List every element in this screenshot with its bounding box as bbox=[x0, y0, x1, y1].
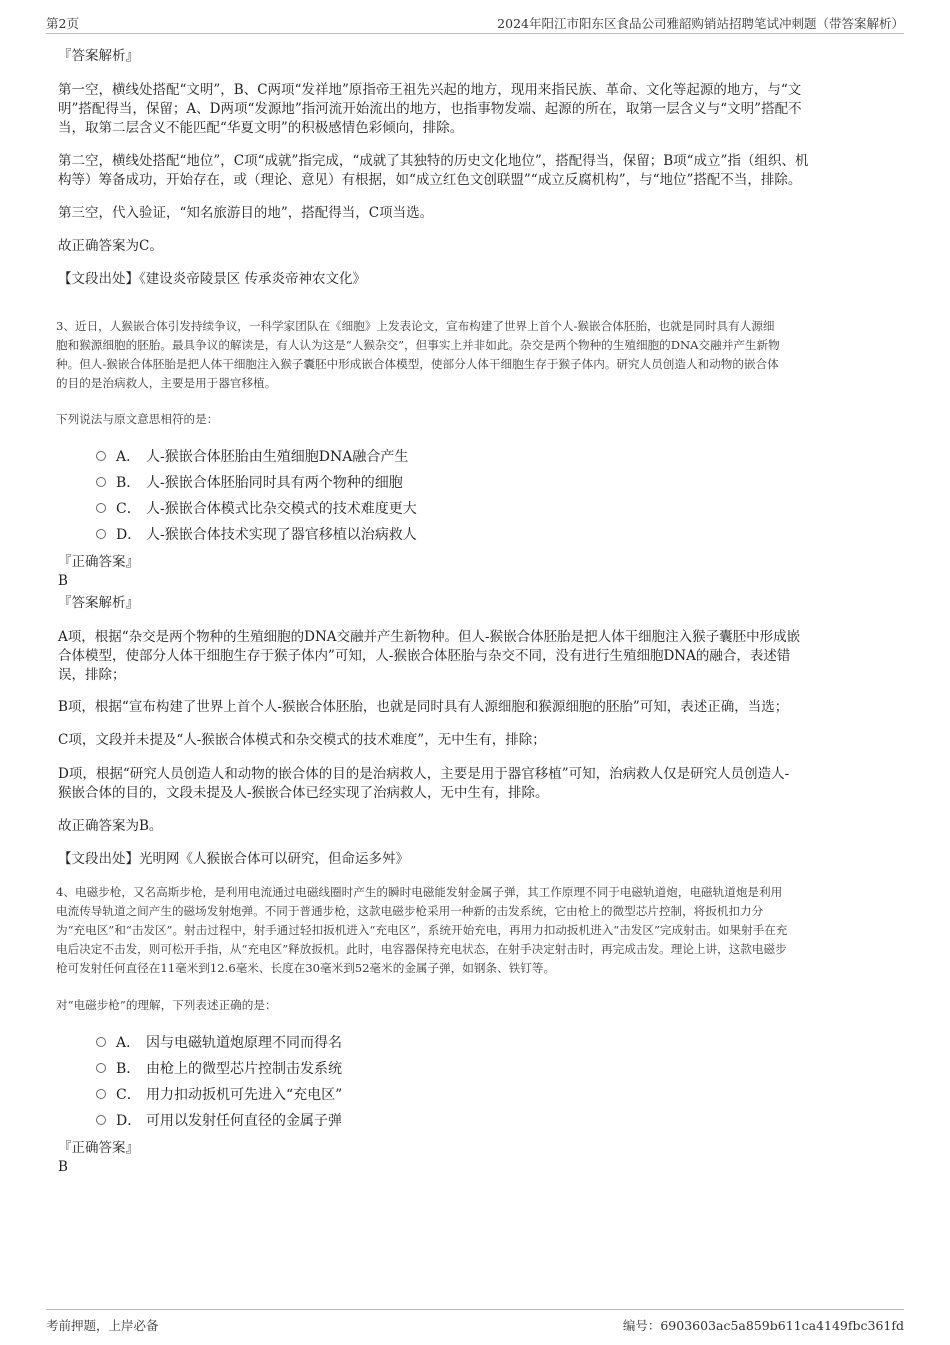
radio-icon[interactable] bbox=[96, 503, 106, 513]
q2-para2-line1: 第二空，横线处搭配“地位”，C项“成就”指完成，“成就了其独特的历史文化地位”，搭配得当，保留；B项“成立”指（组织、机 bbox=[58, 153, 809, 169]
radio-icon[interactable] bbox=[96, 1037, 106, 1047]
q4-option-d[interactable]: D． 可用以发射任何直径的金属子弹 bbox=[96, 1110, 342, 1132]
q3-analysis-a-line2: 合体模型，使部分人体干细胞生存于猴子体内”可知，人-猴嵌合体胚胎与杂交不同，没有进行生殖细胞DNA的融合，表述错 bbox=[58, 648, 791, 664]
q3-analysis-c: C项，文段并未提及“人-猴嵌合体模式和杂交模式的技术难度”，无中生有，排除； bbox=[58, 732, 546, 748]
page-header bbox=[46, 10, 904, 34]
q4-answer-label: 『正确答案』 bbox=[58, 1140, 139, 1156]
page-number: 第2页 bbox=[46, 16, 79, 31]
q2-para1-line3: 当，取第二层含义不能匹配“华夏文明”的积极感情色彩倾向，排除。 bbox=[58, 120, 464, 136]
radio-icon[interactable] bbox=[96, 1089, 106, 1099]
q3-analysis-a-line1: A项，根据“杂交是两个物种的生殖细胞的DNA交融并产生新物种。但人-猴嵌合体胚胎是把人体干细胞注入猴子囊胚中形成嵌 bbox=[58, 629, 801, 645]
footer-slogan: 考前押题，上岸必备 bbox=[46, 1318, 159, 1333]
q4-option-a[interactable]: A． 因与电磁轨道炮原理不同而得名 bbox=[96, 1032, 342, 1054]
q4-stem-line1: 4、电磁步枪，又名高斯步枪，是利用电流通过电磁线圈时产生的瞬时电磁能发射金属子弹，其工作原理不同于电磁轨道炮，电磁轨道炮是利用 bbox=[56, 885, 783, 899]
q3-analysis-d-line1: D项，根据“研究人员创造人和动物的嵌合体的目的是治病救人，主要是用于器官移植”可知，治病救人仅是研究人员创造人- bbox=[58, 766, 790, 782]
radio-icon[interactable] bbox=[96, 529, 106, 539]
q3-prompt: 下列说法与原文意思相符的是： bbox=[56, 412, 219, 426]
q2-analysis-label: 『答案解析』 bbox=[58, 48, 139, 64]
q3-stem-line2: 胞和猴源细胞的胚胎。最具争议的解读是，有人认为这是“人猴杂交”，但事实上并非如此。杂交是两个物种的生殖细胞的DNA交融并产生新物 bbox=[56, 338, 780, 352]
q3-source: 【文段出处】光明网《人猴嵌合体可以研究，但命运多舛》 bbox=[58, 851, 409, 867]
q3-option-d[interactable]: D． 人-猴嵌合体技术实现了器官移植以治病救人 bbox=[96, 524, 417, 546]
q3-stem-line3: 种。但人-猴嵌合体胚胎是把人体干细胞注入猴子囊胚中形成嵌合体模型，使部分人体干细胞生存于猴子体内。研究人员创造人和动物的嵌合体 bbox=[56, 357, 779, 371]
q3-stem-line1: 3、近日，人猴嵌合体引发持续争议，一科学家团队在《细胞》上发表论文，宣布构建了世界上首个人-猴嵌合体胚胎，也就是同时具有人源细 bbox=[56, 319, 775, 333]
document-id: 编号：6903603ac5a859b611ca4149fbc361fd bbox=[622, 1318, 904, 1333]
radio-icon[interactable] bbox=[96, 1063, 106, 1073]
q4-answer: B bbox=[58, 1159, 68, 1175]
q4-stem-line5: 枪可发射任何直径在11毫米到12.6毫米、长度在30毫米到52毫米的金属子弹，如钢条、铁钉等。 bbox=[56, 961, 556, 975]
q2-para2-line2: 构等）筹备成功，开始存在，或（理论、意见）有根据，如“成立红色文创联盟”“成立反腐机构”，与“地位”搭配不当，排除。 bbox=[58, 172, 802, 188]
q3-stem-line4: 的目的是治病救人，主要是用于器官移植。 bbox=[56, 376, 277, 390]
q2-para3: 第三空，代入验证，“知名旅游目的地”，搭配得当，C项当选。 bbox=[58, 205, 434, 221]
q4-option-c[interactable]: C． 用力扣动扳机可先进入“充电区” bbox=[96, 1084, 342, 1106]
q3-analysis-d-line2: 猴嵌合体的目的，文段未提及人-猴嵌合体已经实现了治病救人，无中生有，排除。 bbox=[58, 785, 549, 801]
q3-conclusion: 故正确答案为B。 bbox=[58, 818, 163, 834]
q4-stem-line2: 电流传导轨道之间产生的磁场发射炮弹。不同于普通步枪，这款电磁步枪采用一种新的击发系统，它由枪上的微型芯片控制，将扳机扣力分 bbox=[56, 904, 764, 918]
q3-analysis-b: B项，根据“宣布构建了世界上首个人-猴嵌合体胚胎，也就是同时具有人源细胞和猴源细胞的胚胎”可知，表述正确，当选； bbox=[58, 699, 789, 715]
radio-icon[interactable] bbox=[96, 1115, 106, 1125]
radio-icon[interactable] bbox=[96, 451, 106, 461]
radio-icon[interactable] bbox=[96, 477, 106, 487]
q3-option-b[interactable]: B． 人-猴嵌合体胚胎同时具有两个物种的细胞 bbox=[96, 472, 403, 494]
q2-source: 【文段出处】《建设炎帝陵景区 传承炎帝神农文化》 bbox=[58, 271, 367, 287]
q4-prompt: 对“电磁步枪”的理解，下列表述正确的是： bbox=[56, 998, 277, 1012]
q3-option-a[interactable]: A． 人-猴嵌合体胚胎由生殖细胞DNA融合产生 bbox=[96, 446, 408, 468]
q4-option-b[interactable]: B． 由枪上的微型芯片控制击发系统 bbox=[96, 1058, 342, 1080]
document-title: 2024年阳江市阳东区食品公司雅韶购销站招聘笔试冲刺题（带答案解析） bbox=[497, 16, 904, 31]
q3-option-c[interactable]: C． 人-猴嵌合体模式比杂交模式的技术难度更大 bbox=[96, 498, 417, 520]
q2-para1-line1: 第一空，横线处搭配“文明”，B、C两项“发祥地”原指帝王祖先兴起的地方，现用来指民族、革命、文化等起源的地方，与“文 bbox=[58, 82, 802, 98]
q3-answer: B bbox=[58, 573, 68, 589]
page-footer bbox=[46, 1309, 904, 1335]
q3-analysis-label: 『答案解析』 bbox=[58, 595, 139, 611]
q4-stem-line4: 电后决定不击发，则可松开手指，从“充电区”释放扳机。此时，电容器保持充电状态，在射手决定射击时，再完成击发。理论上讲，这款电磁步 bbox=[56, 942, 787, 956]
q4-stem-line3: 为“充电区”和“击发区”。射击过程中，射手通过轻扣扳机进入“充电区”，系统开始充电，再用力扣动扳机进入“击发区”完成射击。如果射手在充 bbox=[56, 923, 788, 937]
q3-answer-label: 『正确答案』 bbox=[58, 554, 139, 570]
q3-analysis-a-line3: 误，排除； bbox=[58, 667, 126, 683]
q2-conclusion: 故正确答案为C。 bbox=[58, 238, 163, 254]
q2-para1-line2: 明”搭配得当，保留；A、D两项“发源地”指河流开始流出的地方，也指事物发端、起源的所在，取第一层含义与“文明”搭配不 bbox=[58, 101, 802, 117]
